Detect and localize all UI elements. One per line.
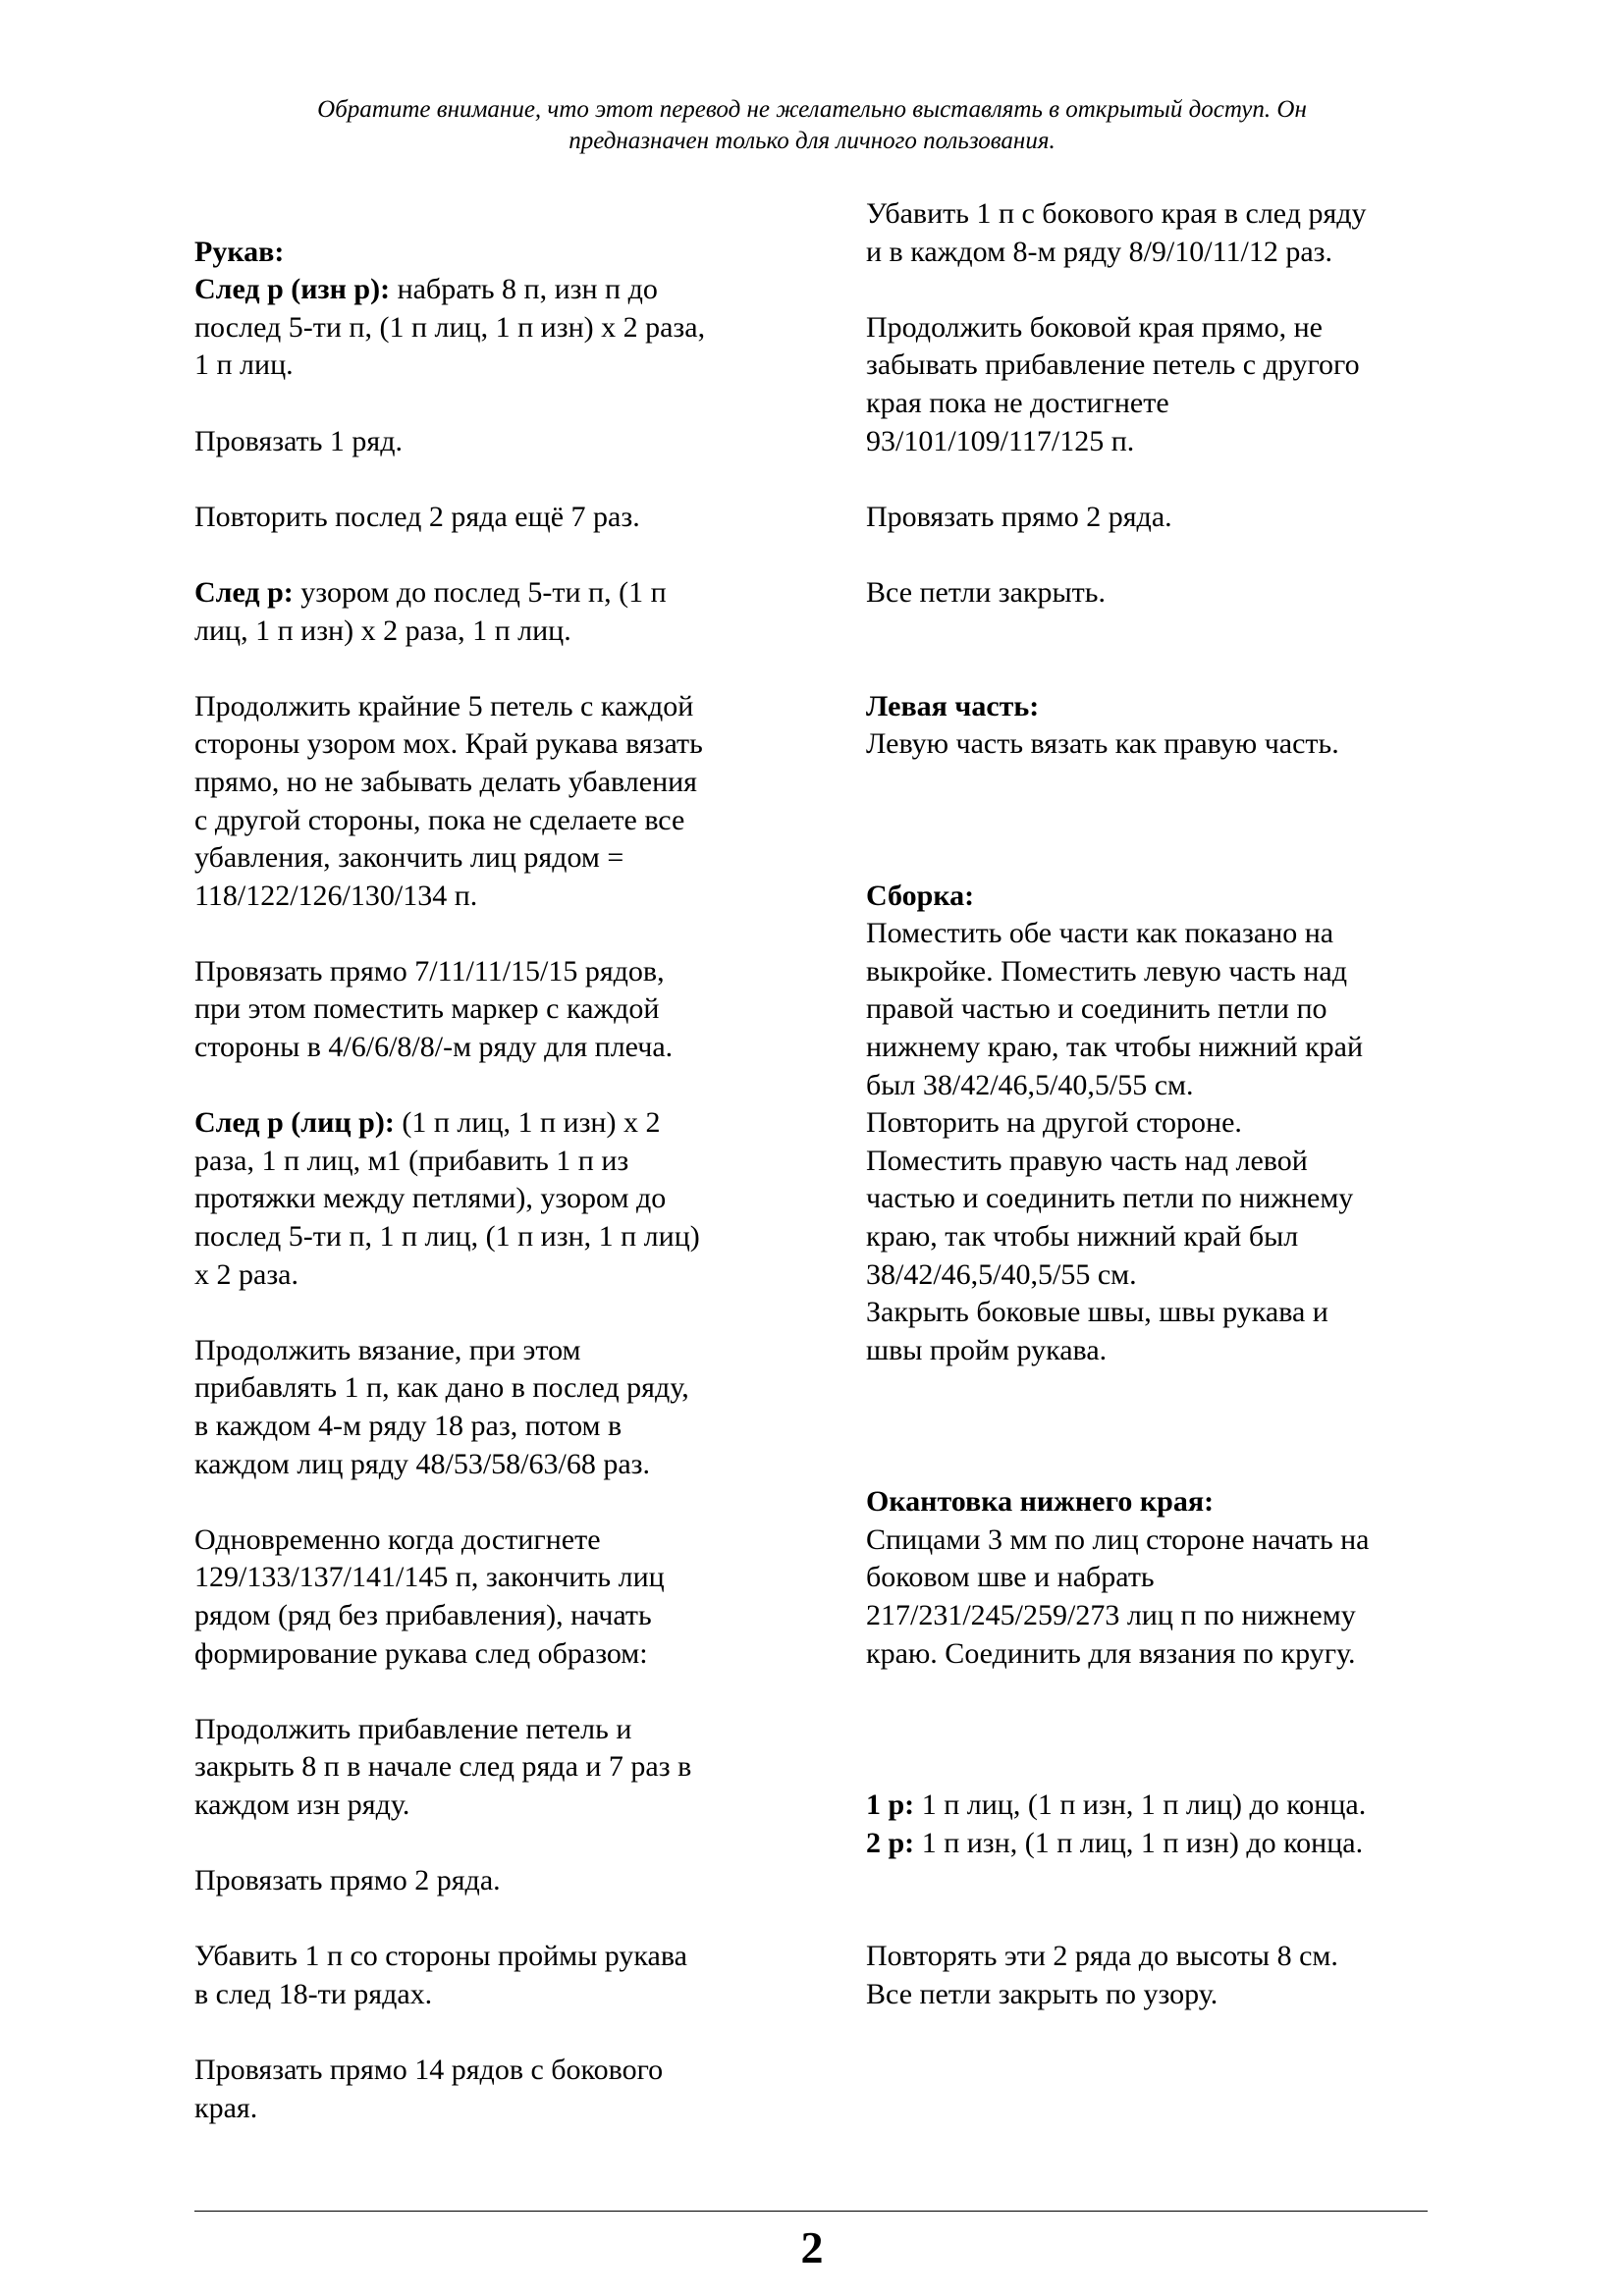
instruction-paragraph: Провязать прямо 7/11/11/15/15 рядов, при этом поместить маркер с каждой стороны в 4/6/6/8/8/-м ряду для плеча. — [194, 954, 674, 1064]
left-column — [194, 195, 784, 2165]
row-label: 1 р: — [866, 1788, 915, 1821]
edging-text: Спицами 3 мм по лиц стороне начать на боковом шве и набрать 217/231/245/259/273 лиц п по нижнему краю. Соединить для вязания по кругу. — [866, 1522, 1370, 1670]
rib-row-2 — [866, 1825, 1445, 1863]
row-label: 2 р: — [866, 1826, 915, 1859]
left-part-section — [866, 650, 1445, 801]
instruction-paragraph: Все петли закрыть. — [866, 575, 1106, 609]
footer-divider — [194, 2211, 1428, 2212]
row-label: След р: — [194, 575, 294, 609]
instruction-paragraph: Повторить послед 2 ряда ещё 7 раз. — [194, 500, 640, 533]
instruction-paragraph: Убавить 1 п со стороны проймы рукава в след 18-ти рядах. — [194, 1940, 687, 2010]
instruction-paragraph: Провязать прямо 14 рядов с бокового края. — [194, 2054, 664, 2124]
instruction-text: набрать 8 п, изн п до послед 5-ти п, (1 п лиц, 1 п изн) х 2 раза, 1 п лиц. — [194, 273, 706, 382]
instruction-paragraph: Убавить 1 п с бокового края в след ряду и в каждом 8-м ряду 8/9/10/11/12 раз. — [866, 197, 1367, 268]
assembly-section — [866, 839, 1445, 1408]
instruction-paragraph — [194, 1104, 784, 1294]
instruction-paragraph: Продолжить вязание, при этом прибавлять 1 п, как дано в послед ряду, в каждом 4-м ряду 18 раз, потом в каждом лиц ряду 48/53/58/63/68 раз. — [194, 1333, 689, 1480]
instruction-paragraph: Повторять эти 2 ряда до высоты 8 см. Все петли закрыть по узору. — [866, 1940, 1338, 2010]
instruction-paragraph: Провязать прямо 2 ряда. — [866, 500, 1172, 533]
assembly-text: Поместить обе части как показано на выкройке. Поместить левую часть над правой частью и соединить петли по нижнему краю, так чтобы нижний край был 38/42/46,5/40,5/55 см. Повторить на другой стороне. Поместить правую часть над левой частью и соединить петли по нижнему краю, так чтобы нижний край был 38/42/46,5/40,5/55 см. Закрыть боковые швы, швы рукава и швы пройм рукава. — [866, 917, 1364, 1366]
edging-heading: Окантовка нижнего края: — [866, 1485, 1215, 1519]
instruction-text: 1 п изн, (1 п лиц, 1 п изн) до конца. — [914, 1826, 1364, 1859]
edging-section — [866, 1446, 1445, 1711]
row-label: След р (изн р): — [194, 273, 391, 306]
right-column — [866, 195, 1445, 2052]
instruction-paragraph — [194, 574, 784, 650]
instruction-paragraph: Продолжить крайние 5 петель с каждой стороны узором мох. Край рукава вязать прямо, но не забывать делать убавления с другой стороны, пока не сделаете все убавления, закончить лиц рядом = 118/122/126/130/134 п. — [194, 689, 703, 912]
instruction-paragraph: Одновременно когда достигнете 129/133/137/141/145 п, закончить лиц рядом (ряд без прибавления), начать формирование рукава след образом: — [194, 1522, 665, 1670]
rib-rows — [866, 1748, 1445, 1899]
instruction-text: (1 п лиц, 1 п изн) х 2 раза, 1 п лиц, м1 (прибавить 1 п из протяжки между петлями), узором до послед 5-ти п, 1 п лиц, (1 п изн, 1 п лиц) х 2 раза. — [194, 1106, 700, 1291]
instruction-paragraph: Провязать 1 ряд. — [194, 424, 403, 457]
instruction-text: 1 п лиц, (1 п изн, 1 п лиц) до конца. — [914, 1788, 1367, 1821]
assembly-heading: Сборка: — [866, 879, 975, 912]
instruction-paragraph: Продолжить прибавление петель и закрыть 8 п в начале след ряда и 7 раз в каждом изн ряду. — [194, 1712, 692, 1821]
instruction-paragraph: Провязать прямо 2 ряда. — [194, 1864, 501, 1897]
instruction-paragraph: Продолжить боковой края прямо, не забывать прибавление петель с другого края пока не достигнете 93/101/109/117/125 п. — [866, 310, 1360, 457]
page-number: 2 — [800, 2222, 824, 2272]
sleeve-section — [194, 195, 784, 385]
left-part-heading: Левая часть: — [866, 689, 1040, 722]
rib-row-1 — [866, 1787, 1445, 1825]
left-part-text: Левую часть вязать как правую часть. — [866, 727, 1339, 761]
sleeve-heading: Рукав: — [194, 235, 285, 268]
instruction-text: узором до послед 5-ти п, (1 п лиц, 1 п изн) х 2 раза, 1 п лиц. — [194, 575, 667, 647]
usage-notice: Обратите внимание, что этот перевод не желательно выставлять в открытый доступ. Он предназначен только для личного пользования. — [317, 96, 1307, 154]
row-label: След р (лиц р): — [194, 1106, 395, 1140]
